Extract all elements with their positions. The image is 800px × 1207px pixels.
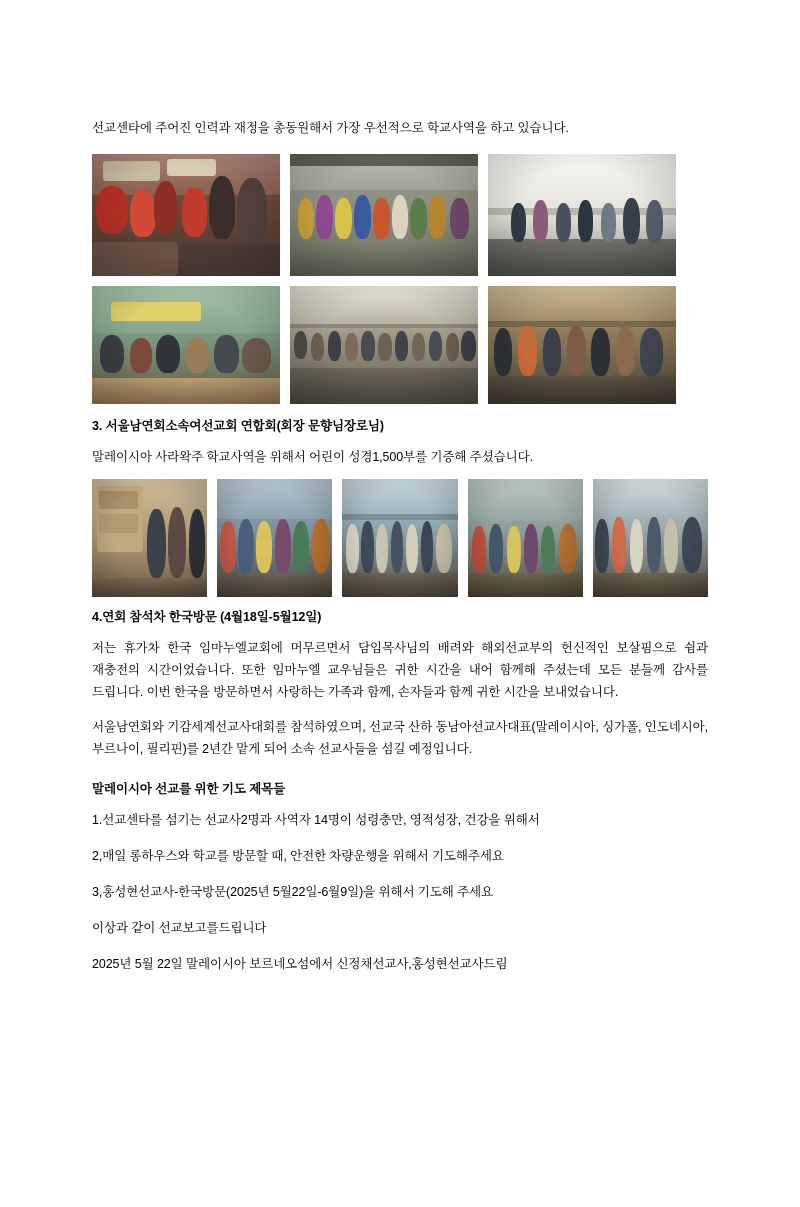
school-ministry-photos-row-2 [92,286,708,404]
section-4-paragraph-1: 저는 휴가차 한국 임마누엘교회에 머무르면서 담임목사님의 배려와 해외선교부의 헌신적인 보살핌으로 쉼과 재충전의 시간이었습니다. 또한 임마누엘 교우님들은 귀한 시간을 내어 함께해 주셨는데 모든 분들께 감사를 드립니다. 이번 한국을 방문하면서 사랑하는 가족과 함께, 손자들과 함께 귀한 시간을 보내었습니다. [92,640,708,699]
photo-outdoor-covered-court-students [290,154,478,276]
prayer-item-2: 2,매일 롱하우스와 학교를 방문할 때, 안전한 차량운행을 위해서 기도해주세요 [92,849,504,863]
closing-line-1: 이상과 같이 선교보고를드립니다 [92,920,267,935]
photo-white-tent-hall-group [488,154,676,276]
photo-children-with-bibles-standing [593,479,708,597]
intro-paragraph: 선교센타에 주어진 인력과 재정을 총동원해서 가장 우선적으로 학교사역을 하고 있습니다. [92,121,569,135]
prayer-item-1: 1.선교센타를 섬기는 선교사2명과 사역자 14명이 성령충만, 영적성장, 건강을 위해서 [92,813,540,828]
prayer-topics-heading: 말레이시아 선교를 위한 기도 제목들 [92,782,286,797]
section-4-paragraph-2: 서울남연회와 기감세계선교사대회를 참석하였으며, 선교국 산하 동남아선교사대표(말레이시아, 싱가폴, 인도네시아, 부르나이, 필리핀)를 2년간 맡게 되어 소속 선교사들을 섬길 예정입니다. [92,720,708,757]
photo-bible-boxes-handover [92,479,207,597]
photo-large-hall-assembly [290,286,478,404]
prayer-item-3: 3,홍성현선교사-한국방문(2025년 5월22일-6월9일)을 위해서 기도해 주세요 [92,884,494,899]
photo-classroom-children-seated [468,479,583,597]
photo-classroom-craft-activity [92,286,280,404]
section-4-heading: 4.연회 참석차 한국방문 (4월18일-5월12일) [92,609,322,624]
photo-hall-line-dancing [488,286,676,404]
school-ministry-photos-row-1 [92,154,708,276]
photo-students-group-with-bibles [342,479,457,597]
closing-line-2: 2025년 5월 22일 말레이시아 보르네오섬에서 신정채선교사,홍성현선교사드림 [92,956,508,971]
section-3-body: 말레이시아 사라왁주 학교사역을 위해서 어린이 성경1,500부를 기증해 주셨습니다. [92,449,533,464]
section-3-heading: 3. 서울남연회소속여선교회 연합회(회장 문향님장로님) [92,418,384,433]
womens-mission-donation-photos [92,479,708,597]
photo-indoor-red-banner-gathering [92,154,280,276]
photo-children-holding-bibles-indoor [217,479,332,597]
